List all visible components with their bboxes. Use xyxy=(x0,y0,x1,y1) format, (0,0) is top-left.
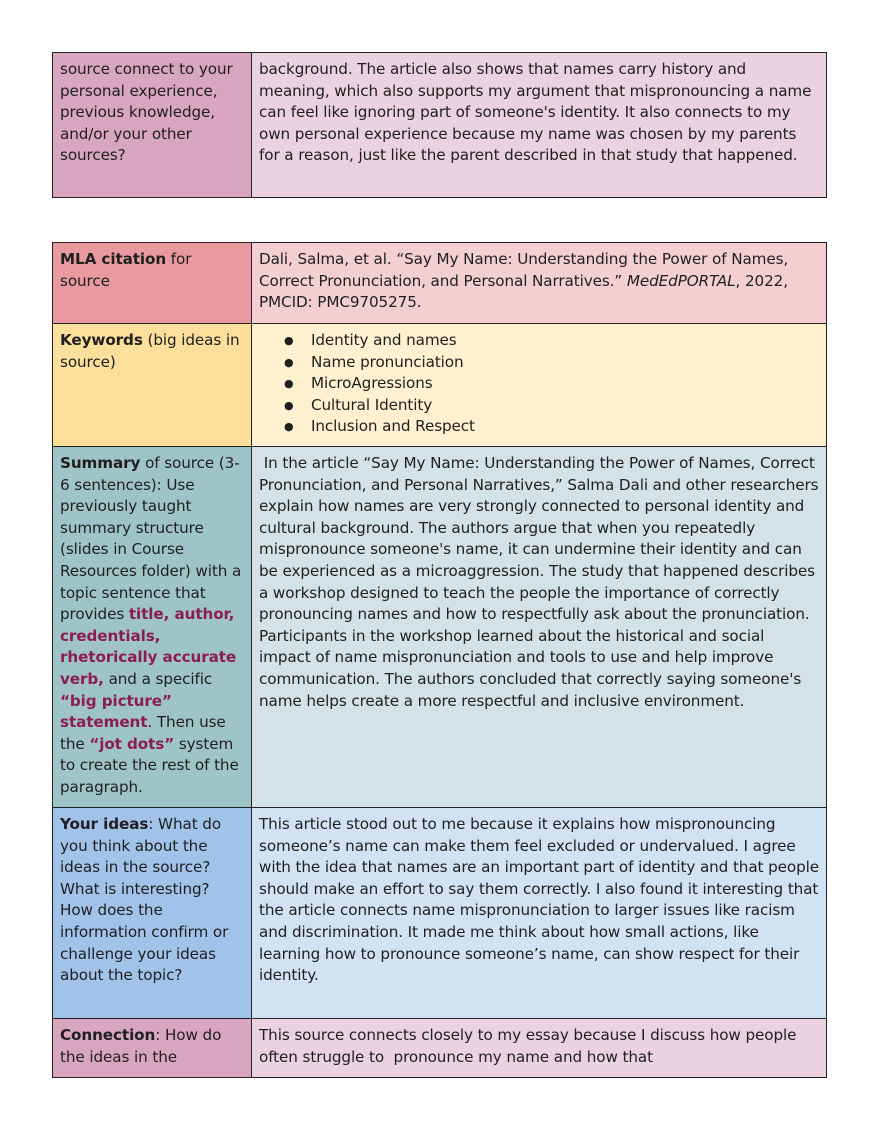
keywords-label-rest: (big ideas in source) xyxy=(60,331,240,371)
keywords-label-bold: Keywords xyxy=(60,331,143,349)
summary-label-text: and a specific xyxy=(103,669,213,688)
keyword-item: ● Inclusion and Respect xyxy=(311,416,819,438)
summary-label-text: . Then use the xyxy=(60,713,226,753)
mla-label-cell xyxy=(53,243,252,324)
table-row-your-ideas xyxy=(53,808,827,1019)
connection-prompt-cell xyxy=(53,53,252,198)
connection-response-cell xyxy=(252,53,827,198)
summary-label-text: of source (3-6 sentences): Use previously taught summary structure (slides in Course Resources folder) with a topic sentence that provides xyxy=(60,454,242,624)
source-table-continued xyxy=(52,52,827,198)
summary-content-cell xyxy=(252,447,827,808)
mla-label-rest: for source xyxy=(60,250,192,290)
keyword-item: ● Identity and names xyxy=(311,330,819,352)
ideas-label-cell xyxy=(53,808,252,1019)
connection-label-cell xyxy=(53,1019,252,1078)
summary-highlight-title: title, author, credentials, rhetorically accurate verb, xyxy=(60,605,237,688)
connection-label-bold: Connection xyxy=(60,1026,156,1044)
keyword-item: ● Name pronunciation xyxy=(311,352,819,374)
keywords-list xyxy=(259,330,819,438)
summary-label-text: system to create the rest of the paragraph. xyxy=(60,734,239,796)
keywords-label-cell xyxy=(53,324,252,447)
ideas-label-bold: Your ideas xyxy=(60,815,149,833)
source-analysis-table xyxy=(52,242,827,1078)
mla-citation-cell xyxy=(252,243,827,324)
connection-content-cell xyxy=(252,1019,827,1078)
summary-text: In the article “Say My Name: Understanding the Power of Names, Correct Pronunciation, and Personal Narratives,” Salma Dali and other researchers explain how names are very strongly connected to personal identity and cultural background. The authors argue that when you repeatedly mispronounce someone's name, it can undermine their identity and can be experienced as a microaggression. The study that happened describes a workshop designed to teach the people the importance of correctly pronouncing names and how to respectfully ask about the pronunciation. Participants in the workshop learned about the historical and social impact of name mispronunciation and tools to use and help improve communication. The authors concluded that correctly saying someone's name helps create a more respectful and inclusive environment. xyxy=(259,454,824,710)
table-row-mla xyxy=(53,243,827,324)
ideas-content-cell xyxy=(252,808,827,1019)
mla-label-bold: MLA citation xyxy=(60,250,167,268)
citation-details: , 2022, PMCID: PMC9705275. xyxy=(259,271,788,312)
table-row-summary xyxy=(53,447,827,808)
summary-label-bold: Summary xyxy=(60,454,141,472)
summary-highlight-jot-dots: “jot dots” xyxy=(89,734,175,753)
ideas-label-rest: : What do you think about the ideas in the source? What is interesting? How does the information confirm or challenge your ideas about the topic? xyxy=(60,815,229,985)
connection-response-text: background. The article also shows that names carry history and meaning, which also supports my argument that mispronouncing a name can feel like ignoring part of someone's identity. It also connects to my own personal experience because my name was chosen by my parents for a reason, just like the parent described in that study that happened. xyxy=(259,60,812,165)
ideas-text: This article stood out to me because it explains how mispronouncing someone’s name can make them feel excluded or undervalued. I agree with the idea that names are an important part of identity and that people should make an effort to say them correctly. I also found it interesting that the article connects name mispronunciation to larger issues like racism and discrimination. It made me think about how small actions, like learning how to pronounce someone’s name, can show respect for their identity. xyxy=(259,815,819,985)
connection-label-rest: : How do the ideas in the xyxy=(60,1026,222,1066)
table-row-keywords xyxy=(53,324,827,447)
table-row-connection xyxy=(53,1019,827,1078)
keyword-item: ● MicroAgressions xyxy=(311,373,819,395)
connection-text: This source connects closely to my essay because I discuss how people often struggle to pronounce my name and how that xyxy=(259,1026,802,1066)
keyword-item: ● Cultural Identity xyxy=(311,395,819,417)
keywords-list-cell xyxy=(252,324,827,447)
connection-prompt-text: source connect to your personal experience, previous knowledge, and/or your other sources? xyxy=(60,60,233,165)
citation-text: Dali, Salma, et al. “Say My Name: Understanding the Power of Names, Correct Pronunciation, and Personal Narratives.” xyxy=(259,250,789,290)
summary-label-cell xyxy=(53,447,252,808)
summary-highlight-big-picture: “big picture” statement xyxy=(60,691,172,732)
citation-journal: MedEdPORTAL xyxy=(626,271,736,290)
table-row-connection-continued xyxy=(53,53,827,198)
